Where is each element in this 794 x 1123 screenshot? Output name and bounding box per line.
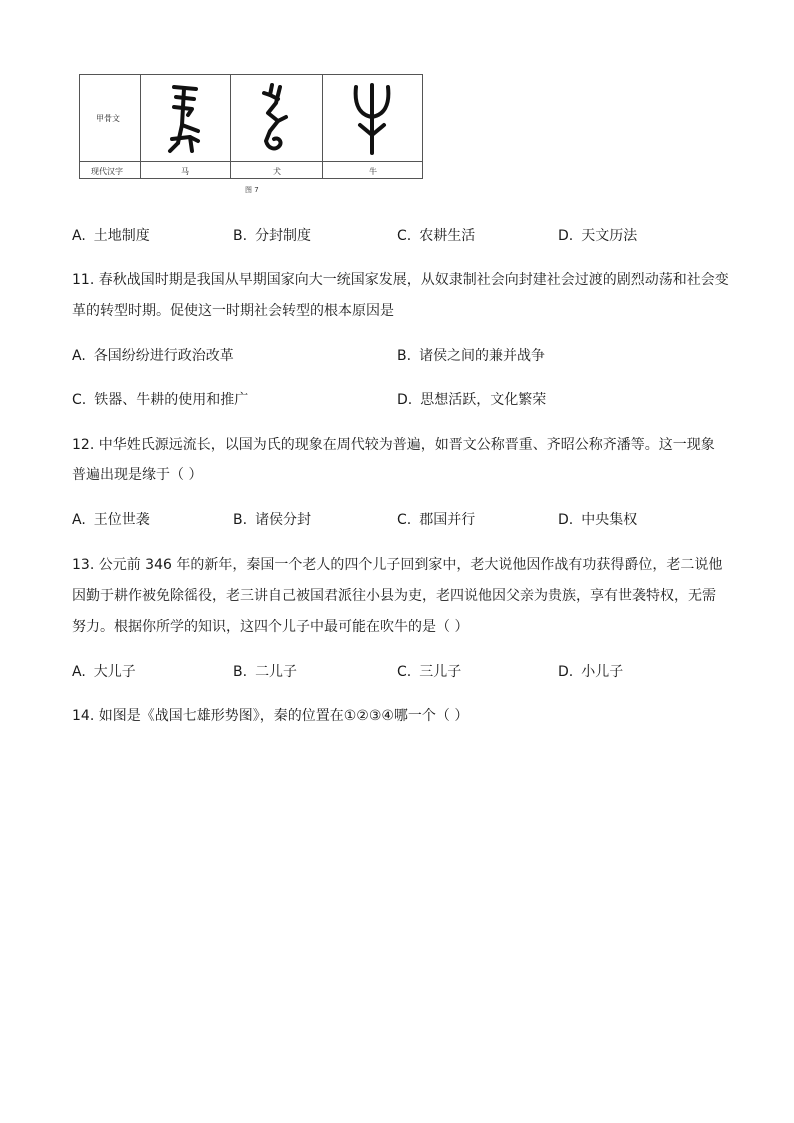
q13-option-a[interactable]: A. 大儿子 <box>72 664 136 680</box>
char-horse: 马 <box>181 167 189 176</box>
q11-option-c[interactable]: C. 铁器、牛耕的使用和推广 <box>72 392 249 408</box>
q11-option-b[interactable]: B. 诸侯之间的兼并战争 <box>397 348 546 364</box>
oracle-bone-table <box>79 74 423 179</box>
table-divider <box>80 161 422 162</box>
q11-option-d[interactable]: D. 思想活跃，文化繁荣 <box>397 392 547 408</box>
q12-stem-line2: 普遍出现是缘于（ ） <box>72 467 203 483</box>
q12-option-b[interactable]: B. 诸侯分封 <box>233 512 312 528</box>
oracle-ox-icon <box>350 81 394 157</box>
q10-option-c[interactable]: C. 农耕生活 <box>397 228 476 244</box>
char-dog: 犬 <box>273 167 281 176</box>
table-divider <box>230 75 231 178</box>
row-label-oracle: 甲骨文 <box>96 114 120 123</box>
q12-stem-line1: 12. 中华姓氏源远流长，以国为氏的现象在周代较为普遍，如晋文公称晋重、齐昭公称齐潘等。这一现象 <box>72 437 715 453</box>
table-divider <box>140 75 141 178</box>
q11-stem-line1: 11. 春秋战国时期是我国从早期国家向大一统国家发展，从奴隶制社会向封建社会过渡的剧烈动荡和社会变 <box>72 272 729 288</box>
q12-option-d[interactable]: D. 中央集权 <box>558 512 638 528</box>
q13-stem-line1: 13. 公元前 346 年的新年，秦国一个老人的四个儿子回到家中，老大说他因作战有功获得爵位，老二说他 <box>72 557 723 573</box>
q12-option-a[interactable]: A. 王位世袭 <box>72 512 150 528</box>
q10-option-b[interactable]: B. 分封制度 <box>233 228 312 244</box>
oracle-horse-icon <box>164 81 208 157</box>
char-ox: 牛 <box>369 167 377 176</box>
oracle-dog-icon <box>258 81 294 157</box>
q10-option-a[interactable]: A. 土地制度 <box>72 228 150 244</box>
table-divider <box>322 75 323 178</box>
q14-stem-line1: 14. 如图是《战国七雄形势图》，秦的位置在①②③④哪一个（ ） <box>72 708 469 724</box>
q13-option-b[interactable]: B. 二儿子 <box>233 664 298 680</box>
figure-caption: 图 7 <box>245 186 259 194</box>
q13-option-d[interactable]: D. 小儿子 <box>558 664 624 680</box>
q11-stem-line2: 革的转型时期。促使这一时期社会转型的根本原因是 <box>72 303 394 319</box>
q12-option-c[interactable]: C. 郡国并行 <box>397 512 476 528</box>
q13-stem-line2: 因勤于耕作被免除徭役，老三讲自己被国君派往小县为吏，老四说他因父亲为贵族，享有世袭特权，无需 <box>72 588 716 604</box>
q10-option-d[interactable]: D. 天文历法 <box>558 228 638 244</box>
row-label-modern: 现代汉字 <box>91 167 123 176</box>
q11-option-a[interactable]: A. 各国纷纷进行政治改革 <box>72 348 234 364</box>
q13-stem-line3: 努力。根据你所学的知识，这四个儿子中最可能在吹牛的是（ ） <box>72 619 469 635</box>
q13-option-c[interactable]: C. 三儿子 <box>397 664 462 680</box>
